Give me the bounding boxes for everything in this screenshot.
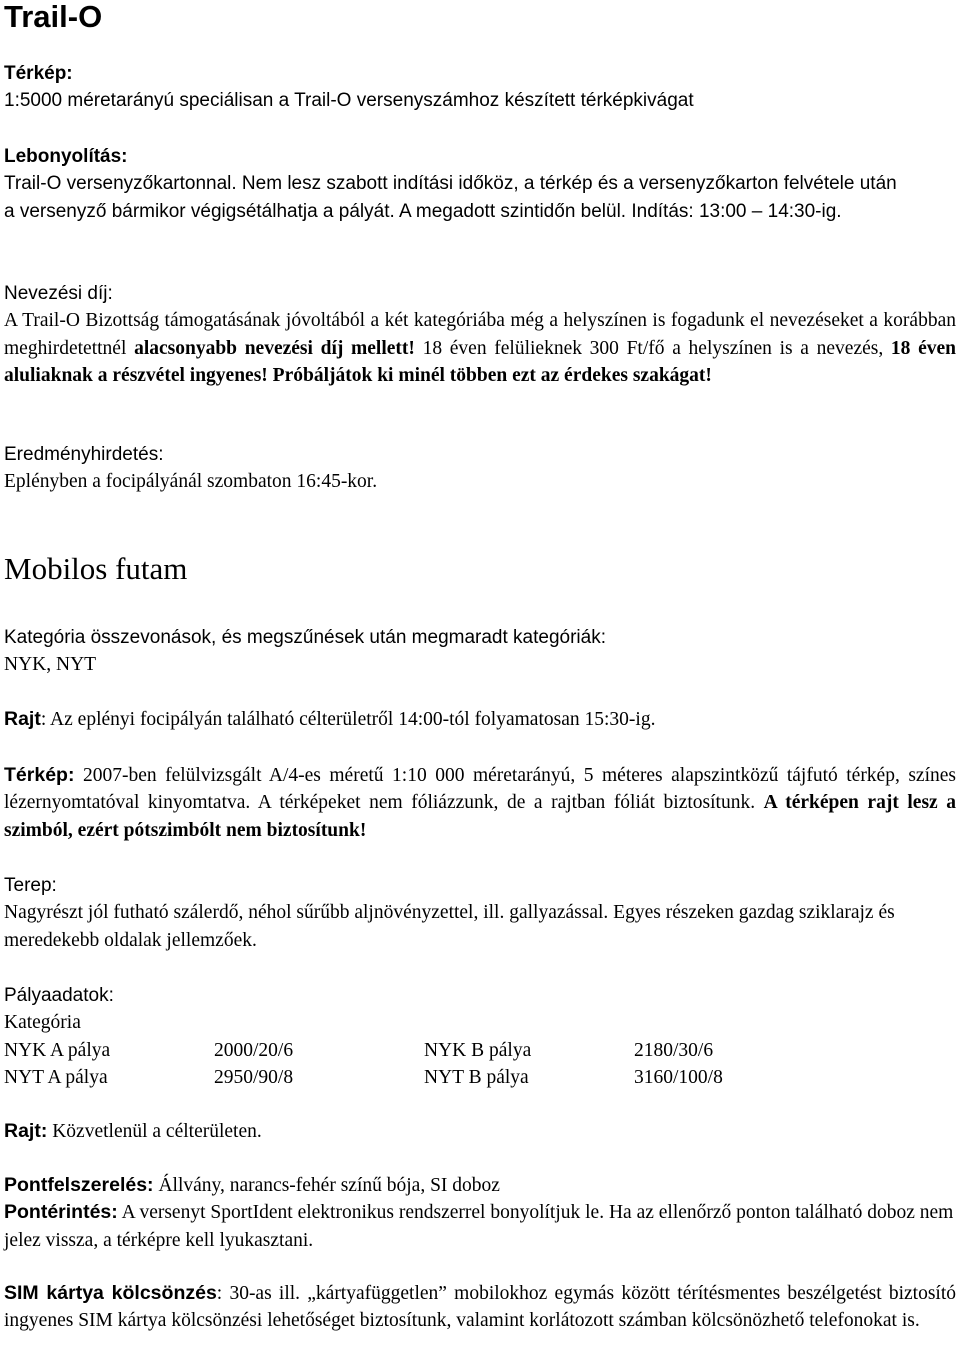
mobil-terkep-text: 2007-ben felülvizsgált A/4-es méretű 1:10 000 méretarányú, 5 méteres alapszintközű tájfutó térkép, színes lézernyomtatóval kinyomtatva. A térképeket nem fóliázzunk, de a rajtban fóliát biztosítunk. xyxy=(4,765,956,814)
trail-eredmeny-text: Eplényben a focipályánál szombaton 16:45-kor. xyxy=(4,471,378,493)
trail-eredmeny-section xyxy=(4,441,956,496)
palya-cell: NYK B pálya xyxy=(424,1039,532,1061)
nevezes-text-2: 18 éven felülieknek 300 Ft/fő a helyszínen is a nevezés, xyxy=(414,337,891,359)
mobil-rajt2-section xyxy=(4,1118,956,1145)
mobil-terkep-bold: A térképen rajt lesz a szimból, ezért pótszimbólt nem biztosítunk! xyxy=(4,792,956,841)
mobil-kategoria-text: NYK, NYT xyxy=(4,654,97,676)
mobil-terkep-label: Térkép: xyxy=(4,764,75,786)
mobil-palya-label: Pályaadatok: xyxy=(4,985,114,1006)
mobil-rajt2-text: Közvetlenül a célterületen. xyxy=(47,1121,262,1142)
trail-lebonyolitas-label: Lebonyolítás: xyxy=(4,146,128,167)
mobil-pont-section xyxy=(4,1172,956,1254)
mobil-terep-text: Nagyrészt jól futható szálerdő, néhol sűrűbb aljnövényzettel, ill. gallyazással. Egyes részeken gazdag sziklarajz és meredekebb oldalak jellemzőek. xyxy=(4,902,895,951)
mobil-palya-header: Kategória xyxy=(4,1012,81,1034)
trail-terkep-section xyxy=(4,60,956,115)
palya-cell: 2950/90/8 xyxy=(214,1067,294,1089)
trail-terkep-text: 1:5000 méretarányú speciálisan a Trail-O versenyszámhoz készített térképkivágat xyxy=(4,90,694,112)
palya-cell: NYT A pálya xyxy=(4,1067,108,1089)
mobil-terkep-section xyxy=(4,762,956,844)
mobil-rajt-label: Rajt xyxy=(4,708,41,730)
mobil-rajt-text: : Az eplényi focipályán található célterületről 14:00-tól folyamatosan 15:30-ig. xyxy=(40,709,656,730)
palya-cell: 2000/20/6 xyxy=(214,1039,294,1061)
nevezes-bold-2: 18 éven aluliaknak a részvétel ingyenes! Próbáljátok ki minél többen ezt az érdekes szakágat! xyxy=(4,337,956,387)
mobil-kategoria-section xyxy=(4,624,956,679)
mobil-kategoria-label: Kategória összevonások, és megszűnések után megmaradt kategóriák: xyxy=(4,627,606,648)
mobil-terep-section xyxy=(4,872,956,954)
trail-nevezes-text xyxy=(4,307,956,389)
mobil-rajt2-label: Rajt: xyxy=(4,1120,48,1142)
nevezes-text-1: A Trail-O Bizottság támogatásának jóvoltából a két kategóriába még a helyszínen is fogadunk el nevezéseket a korábban meghirdetettnél xyxy=(4,310,956,359)
trail-nevezes-label: Nevezési díj: xyxy=(4,283,113,304)
trail-eredmeny-label: Eredményhirdetés: xyxy=(4,444,164,465)
palya-cell: 2180/30/6 xyxy=(634,1039,714,1061)
palya-cell: NYT B pálya xyxy=(424,1067,529,1089)
palya-table xyxy=(4,1037,956,1092)
mobil-terep-label: Terep: xyxy=(4,875,57,896)
nevezes-bold-1: alacsonyabb nevezési díj mellett! xyxy=(134,337,415,359)
mobil-sim-text: : 30-as ill. „kártyafüggetlen” mobilokhoz egymás között térítésmentes beszélgetést biztosító ingyenes SIM kártya kölcsönzési lehetőséget biztosítunk, valamint korlátozott számban kölcsönözhető telefonokat is. xyxy=(4,1283,956,1332)
trail-terkep-label: Térkép: xyxy=(4,63,73,84)
mobil-palya-section xyxy=(4,982,956,1092)
mobil-sim-section xyxy=(4,1280,956,1335)
palya-row xyxy=(4,1037,956,1064)
mobil-ponterintes-label: Pontérintés: xyxy=(4,1201,118,1224)
mobil-sim-label: SIM kártya kölcsönzés xyxy=(4,1282,217,1304)
palya-cell: 3160/100/8 xyxy=(634,1067,723,1089)
mobil-rajt-section xyxy=(4,706,956,733)
trail-o-title: Trail-O xyxy=(4,0,103,34)
palya-cell: NYK A pálya xyxy=(4,1039,111,1061)
mobil-title: Mobilos futam xyxy=(4,551,188,586)
trail-lebonyolitas-text: Trail-O versenyzőkartonnal. Nem lesz szabott indítási időköz, a térkép és a versenyzőkarton felvétele után a versenyző bármikor végigsétálhatja a pályát. A megadott szintidőn belül. Indítás: 13:00 – 14:30-ig. xyxy=(4,173,897,222)
palya-row xyxy=(4,1064,956,1091)
mobil-ponterintes-text: A versenyt SportIdent elektronikus rendszerrel bonyolítjuk le. Ha az ellenőrző ponton található doboz nem jelez vissza, a térképre kell lyukasztani. xyxy=(4,1202,954,1251)
trail-nevezes-section xyxy=(4,280,956,390)
mobil-pont-text: Állvány, narancs-fehér színű bója, SI doboz xyxy=(153,1175,500,1196)
trail-lebonyolitas-section xyxy=(4,143,904,225)
mobil-pont-label: Pontfelszerelés: xyxy=(4,1174,154,1196)
